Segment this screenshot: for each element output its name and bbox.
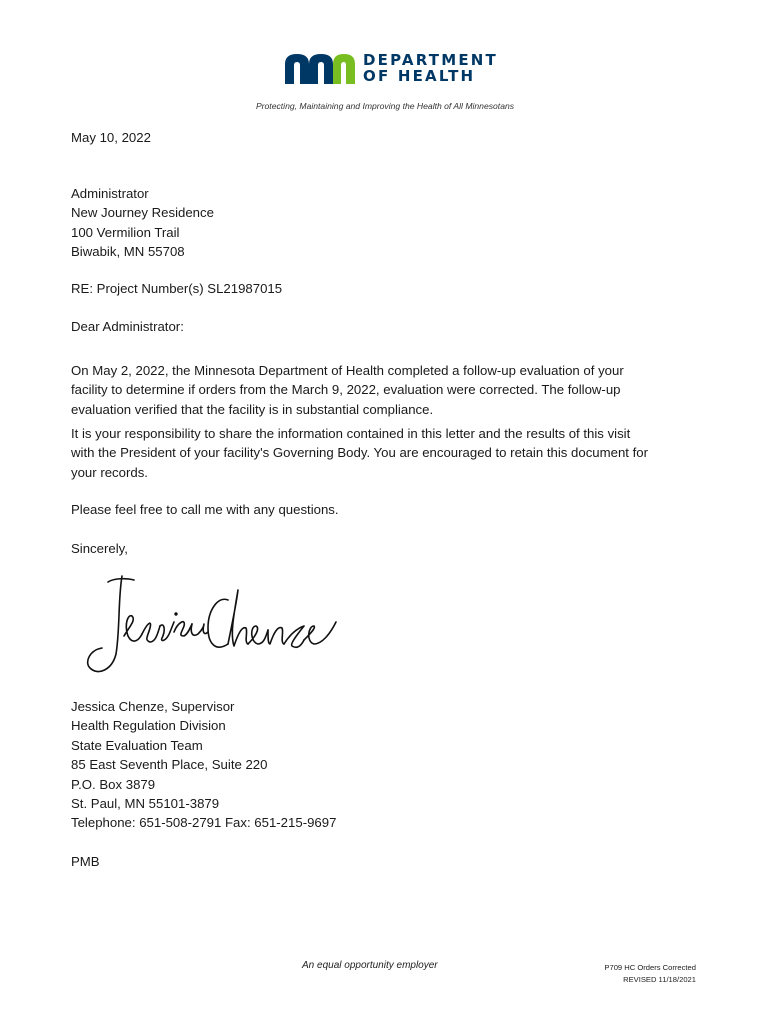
paragraph — [71, 424, 701, 482]
logo-line-of-health: OF HEALTH — [363, 67, 476, 85]
mdh-logo — [285, 51, 498, 88]
paragraph-line: with the President of your facility's Governing Body. You are encouraged to retain this document for — [71, 445, 648, 461]
paragraph-line: facility to determine if orders from the March 9, 2022, evaluation were corrected. The follow-up — [71, 382, 621, 398]
logo-text — [363, 52, 503, 84]
signature-block-line: Telephone: 651-508-2791 Fax: 651-215-9697 — [71, 815, 337, 831]
recipient-line: Biwabik, MN 55708 — [71, 244, 185, 260]
paragraph-line: evaluation verified that the facility is in substantial compliance. — [71, 401, 434, 417]
paragraph-line: It is your responsibility to share the information contained in this letter and the results of this visit — [71, 426, 631, 441]
signature-block-line: 85 East Seventh Place, Suite 220 — [71, 757, 268, 773]
paragraph-line: Please feel free to call me with any questions. — [71, 502, 339, 517]
recipient-line: Administrator — [71, 186, 149, 201]
footer-form-info — [560, 962, 696, 986]
signature-block-line: Health Regulation Division — [71, 718, 226, 734]
handwritten-signature — [78, 570, 338, 688]
recipient-line: New Journey Residence — [71, 205, 214, 221]
reference-line: RE: Project Number(s) SL21987015 — [71, 281, 283, 296]
signature-block-line: St. Paul, MN 55101-3879 — [71, 796, 220, 812]
recipient-address — [71, 184, 701, 262]
footer-employer: An equal opportunity employer — [302, 960, 438, 971]
salutation: Dear Administrator: — [71, 319, 184, 334]
paragraph-line: your records. — [71, 464, 148, 480]
mn-logo-mark-icon — [285, 52, 357, 84]
letter-date: May 10, 2022 — [71, 130, 151, 145]
typist-initials: PMB — [71, 854, 100, 869]
signature-block-line: Jessica Chenze, Supervisor — [71, 699, 235, 714]
closing: Sincerely, — [71, 541, 128, 556]
tagline: Protecting, Maintaining and Improving the Health of All Minnesotans — [255, 101, 515, 111]
signature-block — [71, 697, 701, 833]
signature-block-line: State Evaluation Team — [71, 737, 203, 753]
footer-form-id: P709 HC Orders Corrected — [604, 963, 696, 972]
paragraph — [71, 361, 701, 419]
logo-line-department: DEPARTMENT — [363, 51, 498, 69]
paragraph-line: On May 2, 2022, the Minnesota Department of Health completed a follow-up evaluation of your — [71, 363, 624, 378]
footer-revised: REVISED 11/18/2021 — [623, 975, 696, 984]
recipient-line: 100 Vermilion Trail — [71, 224, 180, 240]
signature-block-line: P.O. Box 3879 — [71, 776, 156, 792]
paragraph — [71, 500, 701, 519]
